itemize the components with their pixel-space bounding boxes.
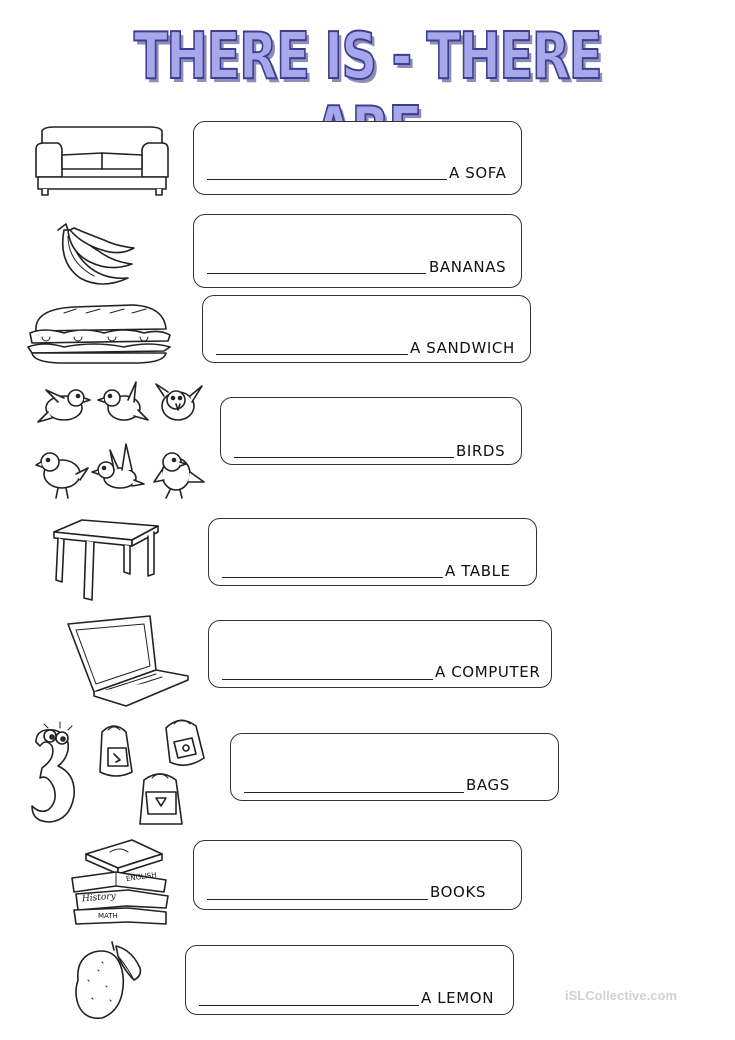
- bags-icon: [30, 712, 216, 830]
- answer-blank-5[interactable]: [222, 577, 443, 578]
- item-label-7: BAGS: [466, 776, 510, 794]
- table-icon: [52, 518, 160, 602]
- answer-blank-7[interactable]: [244, 792, 464, 793]
- answer-blank-8[interactable]: [207, 899, 428, 900]
- bananas-icon: [54, 222, 136, 292]
- computer-icon: [64, 614, 192, 706]
- item-label-1: A SOFA: [449, 164, 507, 182]
- answer-blank-3[interactable]: [216, 354, 408, 355]
- item-label-8: BOOKS: [430, 883, 486, 901]
- item-label-9: A LEMON: [421, 989, 495, 1007]
- book-spine-math: MATH: [98, 912, 118, 920]
- sandwich-icon: [24, 301, 172, 367]
- answer-blank-1[interactable]: [207, 179, 447, 180]
- book-spine-english: ENGLISH: [125, 870, 158, 884]
- item-label-5: A TABLE: [445, 562, 511, 580]
- answer-blank-9[interactable]: [199, 1005, 419, 1006]
- item-label-6: A COMPUTER: [435, 663, 541, 681]
- item-label-3: A SANDWICH: [410, 339, 515, 357]
- answer-blank-4[interactable]: [234, 457, 454, 458]
- watermark: iSLCollective.com: [565, 988, 677, 1003]
- item-label-2: BANANAS: [429, 258, 507, 276]
- book-spine-history: History: [81, 891, 117, 905]
- answer-box-2: [193, 214, 522, 288]
- answer-blank-6[interactable]: [222, 679, 433, 680]
- birds-icon: [34, 378, 212, 504]
- sofa-icon: [34, 125, 170, 197]
- item-label-4: BIRDS: [456, 442, 506, 460]
- answer-box-1: [193, 121, 522, 195]
- books-icon: [68, 836, 172, 926]
- answer-blank-2[interactable]: [207, 273, 426, 274]
- worksheet-title: THERE IS - THERE: [133, 20, 602, 94]
- lemon-icon: [72, 940, 146, 1022]
